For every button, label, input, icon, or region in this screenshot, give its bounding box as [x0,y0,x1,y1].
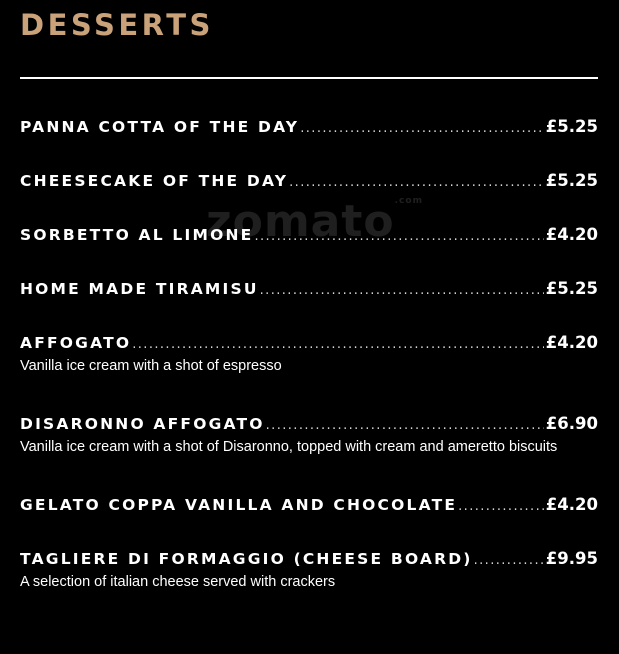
item-price: £4.20 [545,333,598,352]
menu-item-disaronno-affogato [20,414,598,455]
dot-leader [266,418,544,433]
dot-leader [254,229,543,244]
item-name: AFFOGATO [20,334,132,352]
item-price: £9.95 [545,549,598,568]
menu-title: DESSERTS [20,8,214,42]
item-name: HOME MADE TIRAMISU [20,280,259,298]
item-description: A selection of italian cheese served with crackers [20,574,336,590]
item-price: £5.25 [545,171,598,190]
dot-leader [260,283,544,298]
item-price: £6.90 [545,414,598,433]
item-name: GELATO COPPA VANILLA AND CHOCOLATE [20,496,458,514]
dot-leader [300,121,544,136]
item-name: CHEESECAKE OF THE DAY [20,172,289,190]
item-name: SORBETTO AL LIMONE [20,226,254,244]
item-name: DISARONNO AFFOGATO [20,415,265,433]
menu-item-sorbetto [20,225,598,249]
watermark-text: zomato [206,196,395,247]
item-name: TAGLIERE DI FORMAGGIO (CHEESE BOARD) [20,550,473,568]
item-name: PANNA COTTA OF THE DAY [20,118,300,136]
watermark-suffix: .com [394,196,423,206]
dot-leader [458,499,544,514]
menu-item-panna-cotta [20,117,598,141]
item-price: £5.25 [545,117,598,136]
menu-item-tiramisu [20,279,598,303]
menu-item-cheesecake [20,171,598,195]
item-price: £4.20 [545,495,598,514]
item-description: Vanilla ice cream with a shot of Disaronno, topped with cream and ameretto biscuits [20,439,558,455]
dot-leader [474,553,544,568]
menu-item-gelato-coppa [20,495,598,519]
dot-leader [289,175,544,190]
item-price: £5.25 [545,279,598,298]
menu-item-cheese-board [20,549,598,590]
title-divider [20,77,598,79]
menu-item-affogato [20,333,598,374]
item-price: £4.20 [545,225,598,244]
dot-leader [132,337,544,352]
item-description: Vanilla ice cream with a shot of espresso [20,358,282,374]
